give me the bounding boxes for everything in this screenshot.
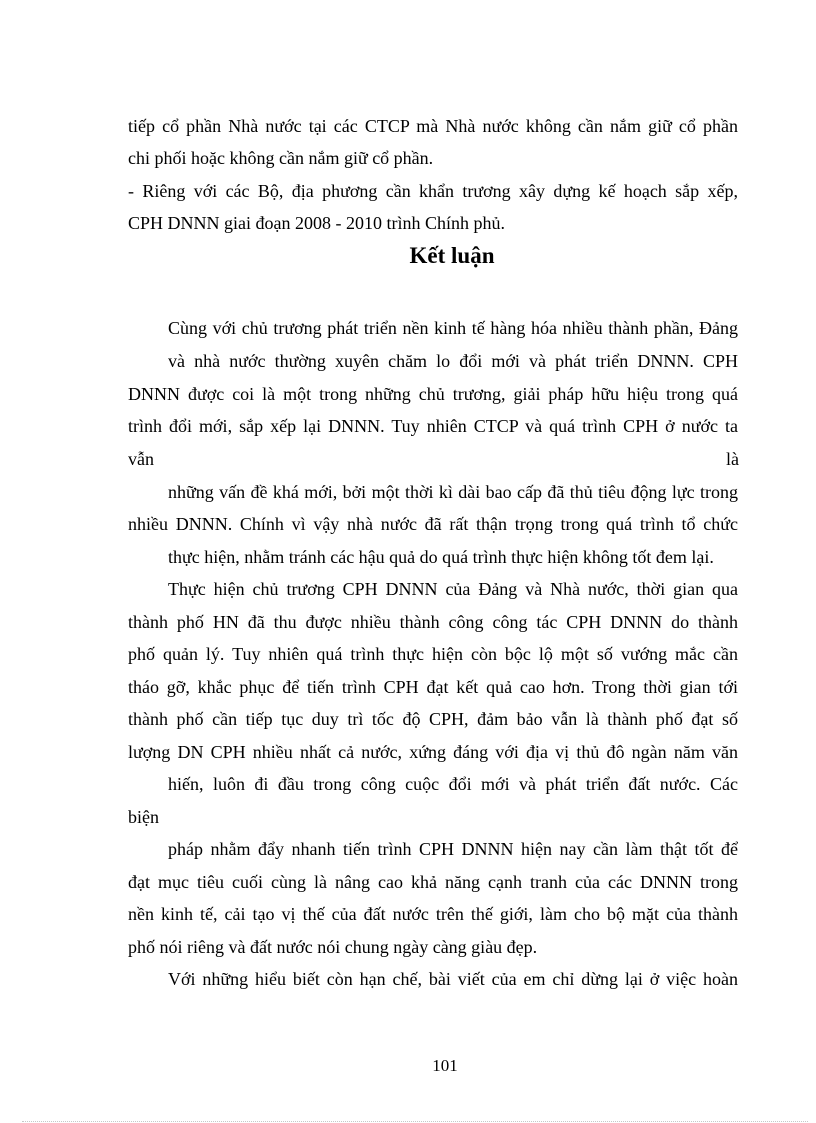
paragraph-3-line-1: Với những hiểu biết còn hạn chế, bài viết của em chỉ dừng lại ở việc hoàn	[168, 969, 738, 989]
intro-line-1: tiếp cổ phần Nhà nước tại các CTCP mà Nhà nước không cần nắm giữ cổ phần	[128, 116, 738, 136]
paragraph-1-line-8: thực hiện, nhằm tránh các hậu quả do quá trình thực hiện không tốt đem lại.	[168, 547, 714, 567]
intro-line-4: CPH DNNN giai đoạn 2008 - 2010 trình Chính phủ.	[128, 213, 505, 233]
paragraph-2-line-1: Thực hiện chủ trương CPH DNNN của Đảng và Nhà nước, thời gian qua	[168, 579, 738, 599]
paragraph-1-line-5-right: là	[726, 449, 739, 469]
paragraph-1-line-4: trình đổi mới, sắp xếp lại DNNN. Tuy nhiên CTCP và quá trình CPH ở nước ta	[128, 416, 738, 436]
paragraph-2-line-6: lượng DN CPH nhiều nhất cả nước, xứng đáng với địa vị thủ đô ngàn năm văn	[128, 742, 738, 762]
paragraph-1-line-3: DNNN được coi là một trong những chủ trương, giải pháp hữu hiệu trong quá	[128, 384, 738, 404]
paragraph-2-line-2: thành phố HN đã thu được nhiều thành công công tác CPH DNNN do thành	[128, 612, 738, 632]
page-bottom-rule	[22, 1121, 808, 1122]
paragraph-1-line-1: Cùng với chủ trương phát triển nền kinh tế hàng hóa nhiều thành phần, Đảng	[168, 318, 738, 338]
paragraph-2-line-9: pháp nhằm đẩy nhanh tiến trình CPH DNNN hiện nay cần làm thật tốt để	[168, 839, 738, 859]
paragraph-2-line-5: thành phố cần tiếp tục duy trì tốc độ CPH, đảm bảo vẫn là thành phố đạt số	[128, 709, 738, 729]
paragraph-2-line-3: phố quản lý. Tuy nhiên quá trình thực hiện còn bộc lộ một số vướng mắc cần	[128, 644, 738, 664]
page-number: 101	[432, 1056, 458, 1075]
paragraph-2-line-7: hiến, luôn đi đầu trong công cuộc đổi mới và phát triển đất nước. Các	[168, 774, 738, 794]
paragraph-1-line-6: những vấn đề khá mới, bởi một thời kì dài bao cấp đã thủ tiêu động lực trong	[168, 482, 738, 502]
paragraph-1-line-2: và nhà nước thường xuyên chăm lo đổi mới và phát triển DNNN. CPH	[168, 351, 738, 371]
intro-line-3: - Riêng với các Bộ, địa phương cần khẩn trương xây dựng kế hoạch sắp xếp,	[128, 181, 738, 201]
section-heading: Kết luận	[409, 243, 495, 268]
paragraph-2-line-12: phố nói riêng và đất nước nói chung ngày càng giàu đẹp.	[128, 937, 538, 957]
paragraph-2-line-11: nền kinh tế, cải tạo vị thế của đất nước trên thế giới, làm cho bộ mặt của thành	[128, 904, 738, 924]
paragraph-1-line-5-left: vẫn	[128, 449, 154, 469]
intro-line-2: chi phối hoặc không cần nắm giữ cổ phần.	[128, 148, 434, 168]
paragraph-1-line-7: nhiều DNNN. Chính vì vậy nhà nước đã rất thận trọng trong quá trình tổ chức	[128, 514, 738, 534]
paragraph-2-line-8: biện	[128, 807, 159, 827]
paragraph-2-line-4: tháo gỡ, khắc phục để tiến trình CPH đạt kết quả cao hơn. Trong thời gian tới	[128, 677, 738, 697]
paragraph-2-line-10: đạt mục tiêu cuối cùng là nâng cao khả năng cạnh tranh của các DNNN trong	[128, 872, 738, 892]
